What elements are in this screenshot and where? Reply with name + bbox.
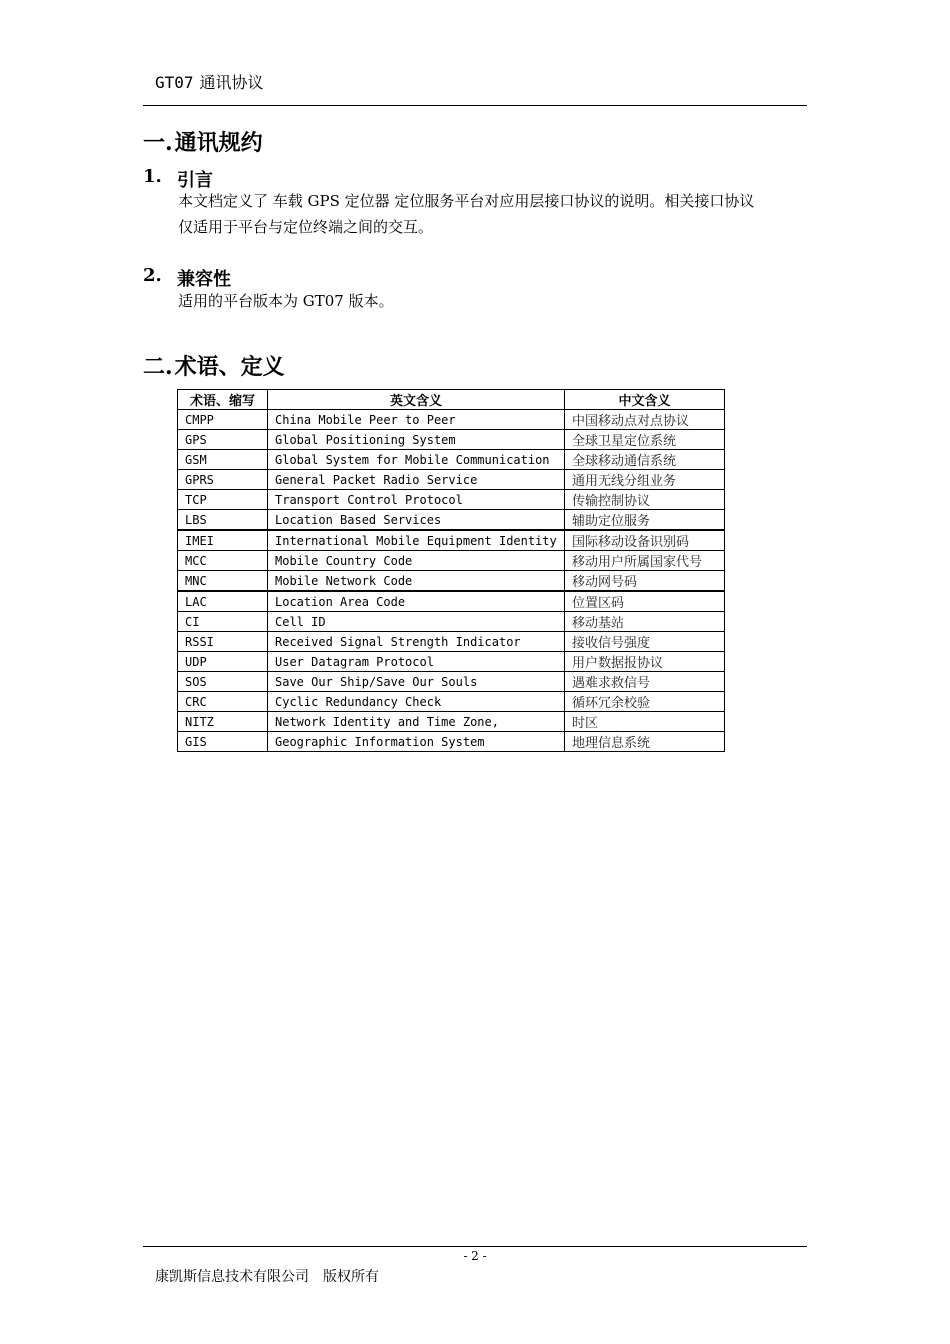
cell-chinese: 地理信息系统	[565, 732, 725, 752]
cell-chinese: 循环冗余校验	[565, 692, 725, 712]
cell-chinese: 位置区码	[565, 591, 725, 612]
cell-term: MCC	[178, 551, 268, 571]
cell-chinese: 移动基站	[565, 612, 725, 632]
cell-term: GSM	[178, 450, 268, 470]
cell-term: GPS	[178, 430, 268, 450]
cell-chinese: 辅助定位服务	[565, 510, 725, 531]
table-row	[178, 430, 725, 450]
intro-line-2: 仅适用于平台与定位终端之间的交互。	[178, 218, 434, 236]
cell-chinese: 遇难求救信号	[565, 672, 725, 692]
cell-english: User Datagram Protocol	[268, 652, 565, 672]
cell-term: RSSI	[178, 632, 268, 652]
compat-paragraph	[178, 288, 808, 314]
cell-chinese: 时区	[565, 712, 725, 732]
cell-chinese: 移动用户所属国家代号	[565, 551, 725, 571]
cell-english: Network Identity and Time Zone,	[268, 712, 565, 732]
subsection-title: 引言	[177, 170, 213, 191]
header-term: 术语、缩写	[178, 390, 268, 410]
cell-chinese: 通用无线分组业务	[565, 470, 725, 490]
section-heading-terms	[143, 350, 285, 381]
header-english: 英文含义	[268, 390, 565, 410]
cell-english: Global Positioning System	[268, 430, 565, 450]
header-chinese: 中文含义	[565, 390, 725, 410]
cell-english: Mobile Country Code	[268, 551, 565, 571]
cell-english: Location Based Services	[268, 510, 565, 531]
cell-english: Transport Control Protocol	[268, 490, 565, 510]
footer-copyright	[155, 1266, 379, 1286]
intro-paragraph	[178, 188, 808, 240]
subsection-number: 1.	[143, 166, 162, 187]
table-row	[178, 450, 725, 470]
table-row	[178, 490, 725, 510]
cell-chinese: 移动网号码	[565, 571, 725, 592]
cell-term: CMPP	[178, 410, 268, 430]
cell-chinese: 国际移动设备识别码	[565, 530, 725, 551]
cell-english: Cell ID	[268, 612, 565, 632]
cell-term: GIS	[178, 732, 268, 752]
terms-table-body	[178, 410, 725, 752]
product-code: GT07	[155, 73, 194, 92]
header-divider	[143, 105, 807, 106]
cell-term: NITZ	[178, 712, 268, 732]
cell-english: Location Area Code	[268, 591, 565, 612]
section-heading-protocol	[143, 126, 263, 157]
page-header-title	[155, 70, 264, 93]
cell-term: LAC	[178, 591, 268, 612]
cell-english: Cyclic Redundancy Check	[268, 692, 565, 712]
cell-term: GPRS	[178, 470, 268, 490]
cell-english: General Packet Radio Service	[268, 470, 565, 490]
cell-english: China Mobile Peer to Peer	[268, 410, 565, 430]
table-row	[178, 732, 725, 752]
cell-chinese: 全球移动通信系统	[565, 450, 725, 470]
cell-term: UDP	[178, 652, 268, 672]
cell-term: IMEI	[178, 530, 268, 551]
cell-chinese: 接收信号强度	[565, 632, 725, 652]
section-title: 术语、定义	[174, 354, 285, 380]
subsection-number: 2.	[143, 265, 162, 286]
cell-english: Received Signal Strength Indicator	[268, 632, 565, 652]
cell-term: TCP	[178, 490, 268, 510]
table-row	[178, 410, 725, 430]
compat-line-1: 适用的平台版本为 GT07 版本。	[178, 292, 394, 310]
page-number: - 2 -	[463, 1249, 487, 1263]
cell-chinese: 中国移动点对点协议	[565, 410, 725, 430]
section-number: 一.	[143, 130, 173, 156]
cell-chinese: 全球卫星定位系统	[565, 430, 725, 450]
section-number: 二.	[143, 354, 173, 380]
table-row	[178, 571, 725, 592]
cell-english: Save Our Ship/Save Our Souls	[268, 672, 565, 692]
cell-english: Global System for Mobile Communication	[268, 450, 565, 470]
cell-chinese: 用户数据报协议	[565, 652, 725, 672]
table-row	[178, 591, 725, 612]
cell-english: International Mobile Equipment Identity	[268, 530, 565, 551]
table-row	[178, 632, 725, 652]
table-row	[178, 530, 725, 551]
copyright-notice: 版权所有	[323, 1269, 379, 1285]
table-row	[178, 612, 725, 632]
intro-line-1: 本文档定义了 车载 GPS 定位器 定位服务平台对应用层接口协议的说明。相关接口协议	[178, 192, 755, 210]
cell-term: CRC	[178, 692, 268, 712]
section-title: 通讯规约	[174, 130, 263, 156]
table-row	[178, 692, 725, 712]
table-header-row	[178, 390, 725, 410]
footer-divider	[143, 1246, 807, 1247]
cell-chinese: 传输控制协议	[565, 490, 725, 510]
table-row	[178, 470, 725, 490]
cell-english: Mobile Network Code	[268, 571, 565, 592]
cell-english: Geographic Information System	[268, 732, 565, 752]
cell-term: CI	[178, 612, 268, 632]
terms-table	[177, 389, 725, 752]
table-row	[178, 510, 725, 531]
table-row	[178, 672, 725, 692]
table-row	[178, 652, 725, 672]
document-title: 通讯协议	[199, 73, 264, 92]
subsection-title: 兼容性	[177, 269, 231, 290]
table-row	[178, 551, 725, 571]
cell-term: MNC	[178, 571, 268, 592]
table-row	[178, 712, 725, 732]
cell-term: LBS	[178, 510, 268, 531]
company-name: 康凯斯信息技术有限公司	[155, 1269, 309, 1285]
cell-term: SOS	[178, 672, 268, 692]
